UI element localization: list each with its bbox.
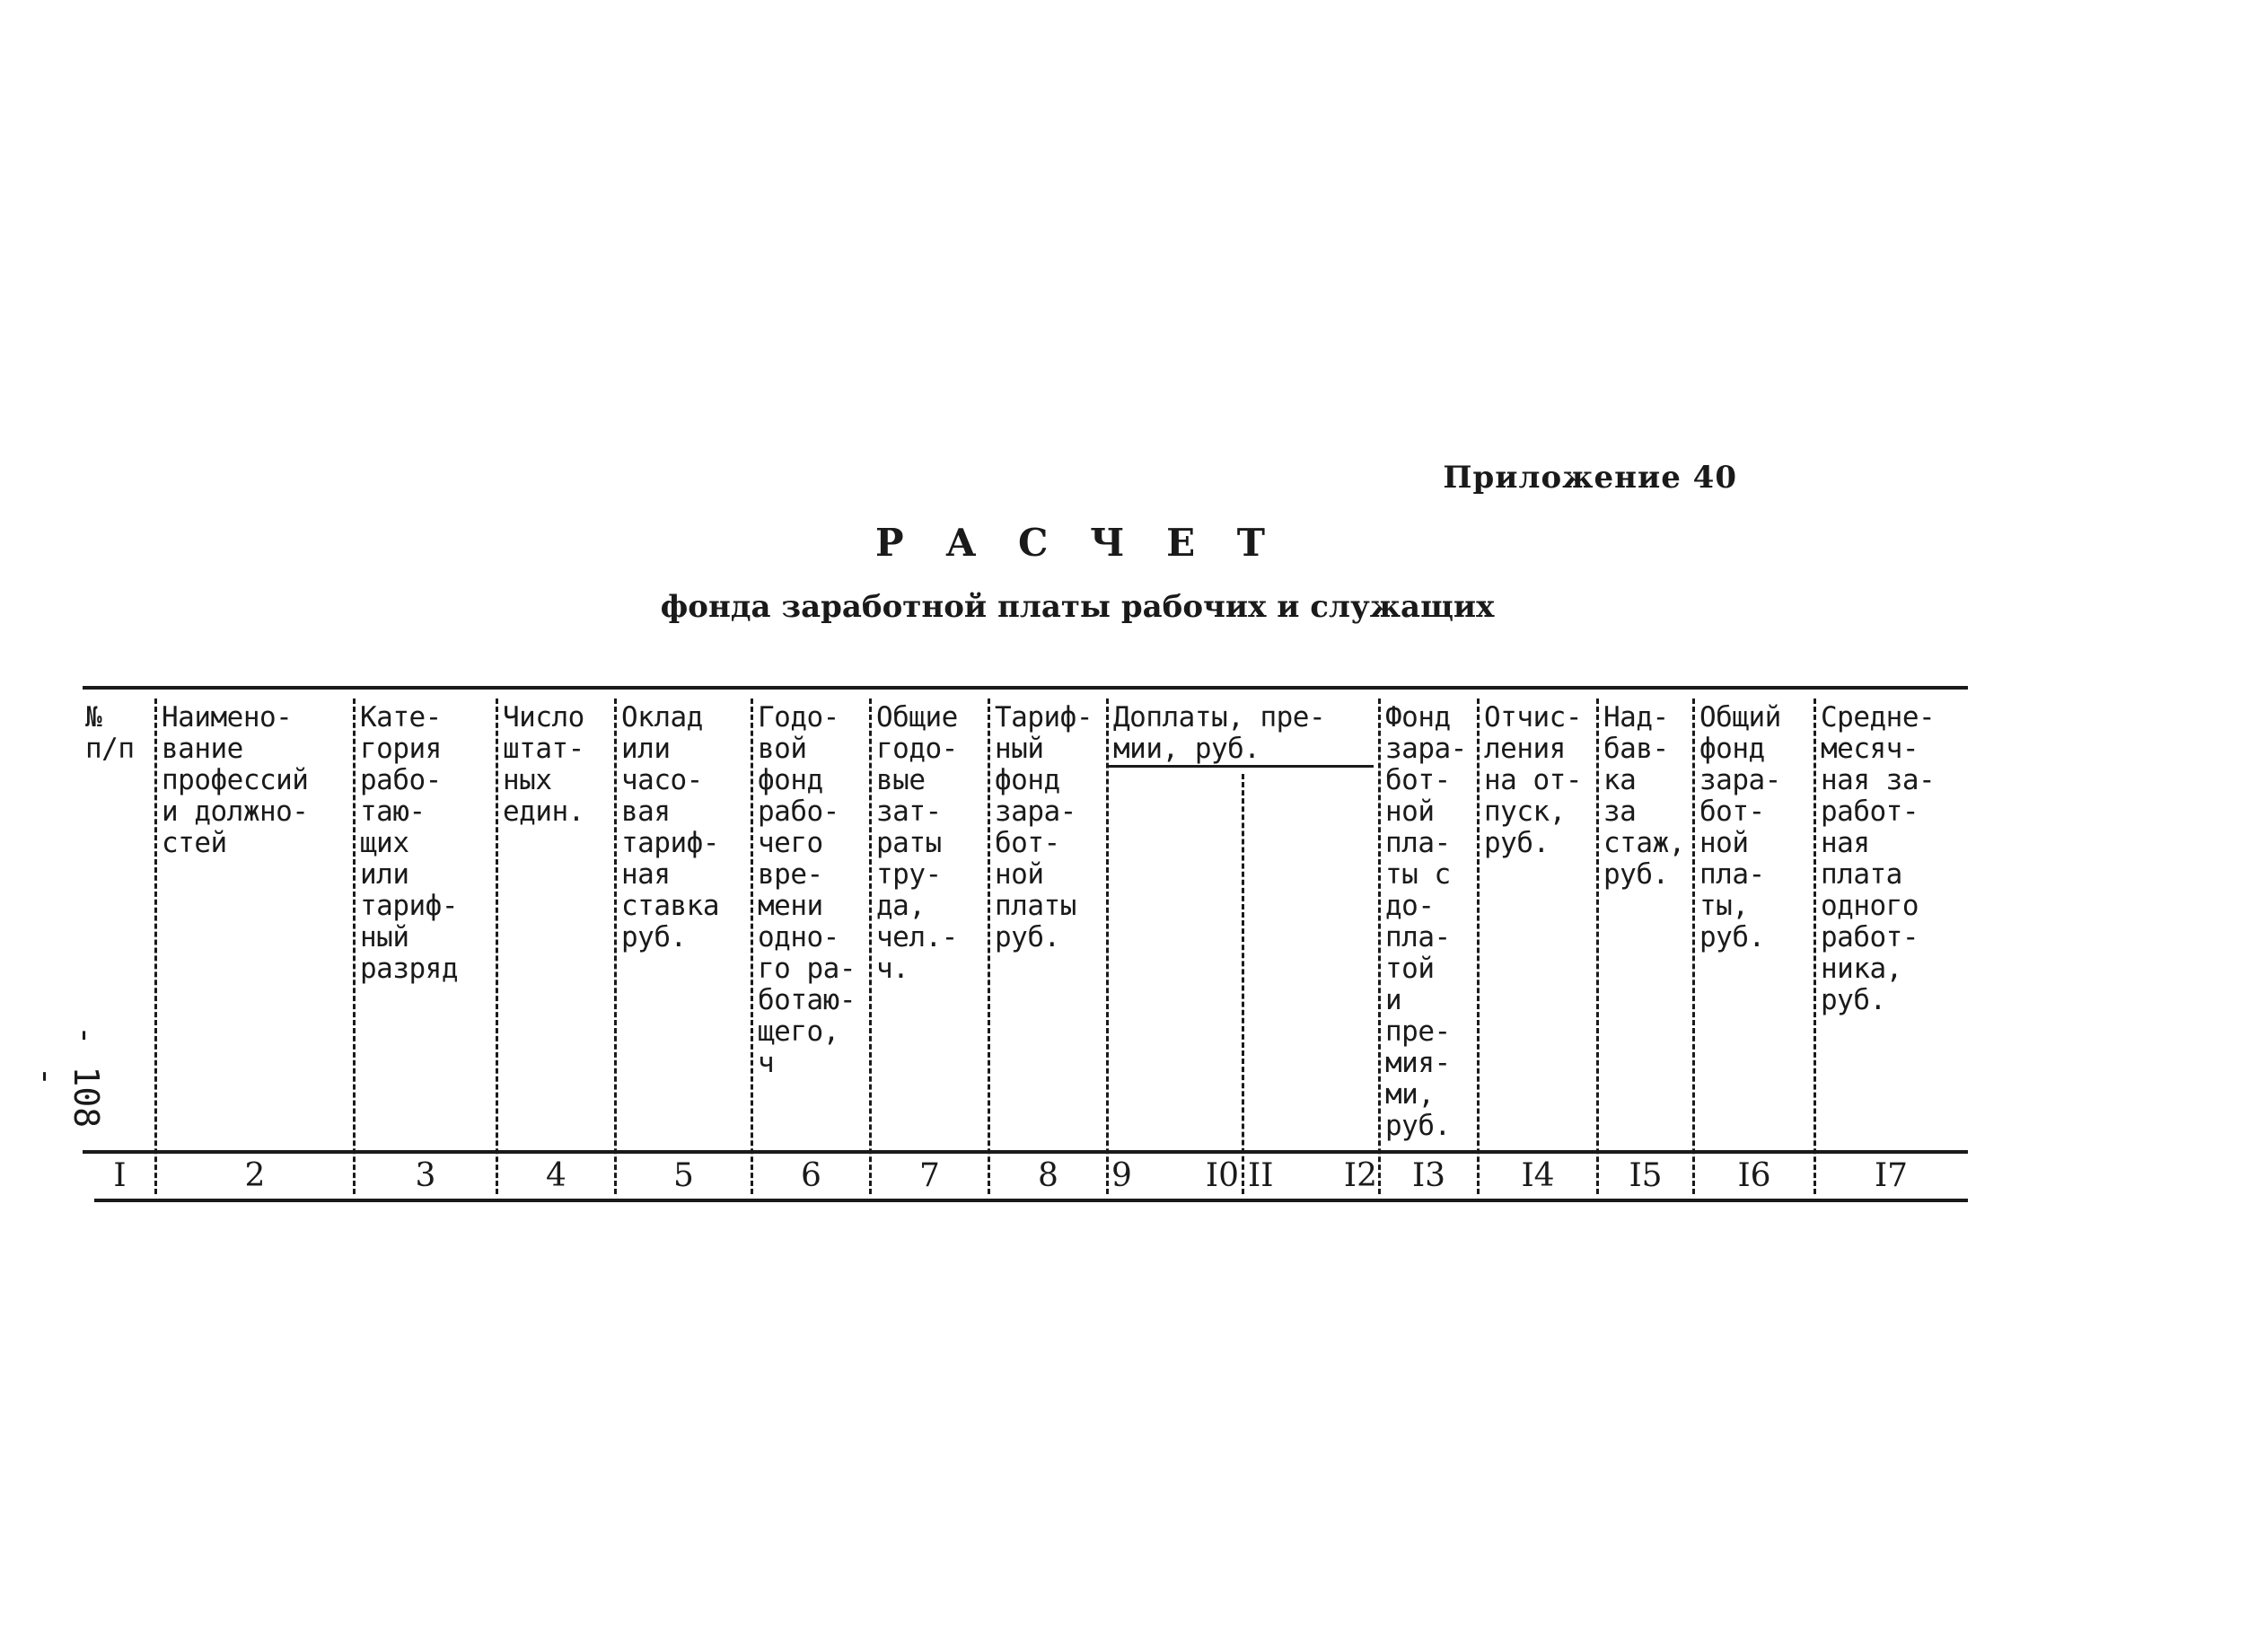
header-col-14: Отчис- ления на от- пуск, руб.	[1484, 702, 1582, 859]
table-bottom-rule	[94, 1199, 1968, 1202]
column-number: I2	[1343, 1157, 1377, 1194]
column-number: I7	[1874, 1157, 1909, 1194]
page-number: - 108 -	[27, 1024, 106, 1129]
column-number: 3	[415, 1157, 436, 1194]
column-divider	[1477, 699, 1480, 1194]
column-number: 2	[244, 1157, 266, 1194]
header-col-3: Кате- гория рабо- таю- щих или тариф- ный разряд	[360, 702, 458, 985]
column-divider	[988, 699, 990, 1194]
column-number: 6	[801, 1157, 821, 1194]
column-number: 9	[1111, 1157, 1132, 1194]
column-divider	[751, 699, 753, 1194]
header-col-17: Средне- месяч- ная за- работ- ная плата одного работ- ника, руб.	[1821, 702, 1936, 1016]
header-col-5: Оклад или часо- вая тариф- ная ставка руб.	[621, 702, 719, 953]
column-divider	[1378, 699, 1381, 1194]
header-col-1: № п/п	[85, 702, 135, 765]
column-divider	[869, 699, 872, 1194]
column-divider	[1242, 774, 1244, 1194]
column-number: 4	[546, 1157, 566, 1194]
column-number: I3	[1411, 1157, 1446, 1194]
header-col-4: Число штат- ных един.	[503, 702, 584, 828]
header-bottom-rule	[83, 1150, 1968, 1154]
doplaty-group-rule	[1109, 765, 1374, 768]
column-divider	[614, 699, 617, 1194]
column-divider	[353, 699, 356, 1194]
column-number: I6	[1737, 1157, 1771, 1194]
header-col-7: Общие годо- вые зат- раты тру- да, чел.- ч.	[876, 702, 958, 985]
header-col-8: Тариф- ный фонд зара- бот- ной платы руб.	[995, 702, 1093, 953]
column-divider	[1692, 699, 1695, 1194]
column-number: 7	[919, 1157, 940, 1194]
column-number: I4	[1521, 1157, 1555, 1194]
column-divider	[1814, 699, 1816, 1194]
column-divider	[154, 699, 157, 1194]
column-divider	[1596, 699, 1599, 1194]
document-subtitle: фонда заработной платы рабочих и служащих	[660, 589, 1495, 625]
column-divider	[496, 699, 498, 1194]
column-number: II	[1248, 1157, 1274, 1194]
column-number: I	[113, 1157, 127, 1194]
header-col-9-12: Доплаты, пре- мии, руб.	[1113, 702, 1326, 765]
header-col-16: Общий фонд зара- бот- ной пла- ты, руб.	[1699, 702, 1781, 953]
header-col-13: Фонд зара- бот- ной пла- ты с до- пла- той и пре- мия- ми, руб.	[1385, 702, 1467, 1142]
appendix-label: Приложение 40	[1443, 460, 1737, 496]
column-divider	[1106, 699, 1109, 1194]
header-col-2: Наимено- вание профессий и должно- стей	[162, 702, 309, 859]
document-title: Р А С Ч Е Т	[875, 521, 1279, 565]
header-col-15: Над- бав- ка за стаж, руб.	[1603, 702, 1685, 891]
header-col-6: Годо- вой фонд рабо- чего вре- мени одно- го ра- ботаю- щего, ч	[758, 702, 856, 1079]
column-number: 8	[1038, 1157, 1058, 1194]
table-top-rule	[83, 686, 1968, 690]
column-number: 5	[673, 1157, 694, 1194]
column-number: I5	[1629, 1157, 1663, 1194]
column-number: I0	[1205, 1157, 1239, 1194]
